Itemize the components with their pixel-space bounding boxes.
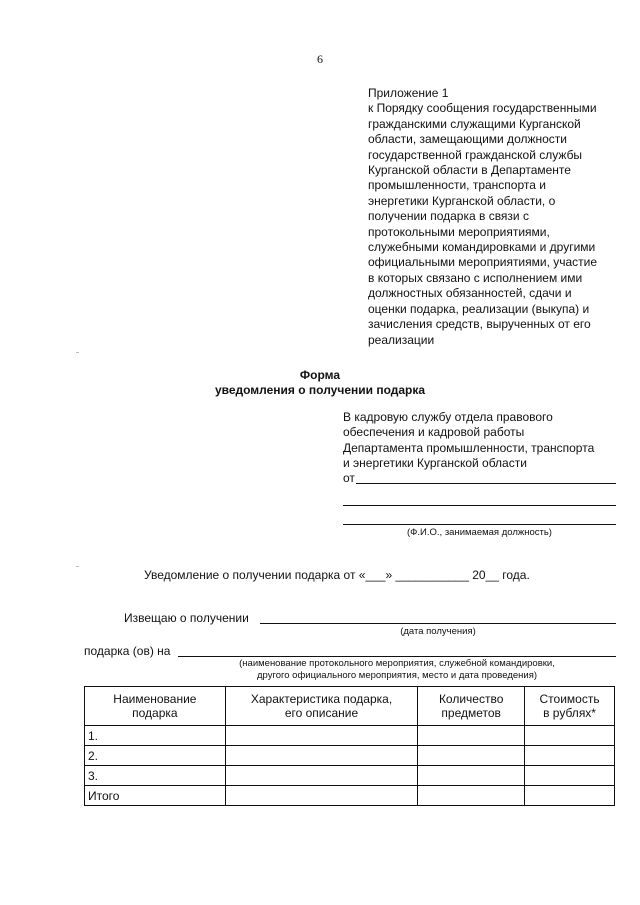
row-label: 3. — [85, 766, 226, 786]
appendix-line: Приложение 1 — [368, 86, 449, 100]
event-caption-line1: (наименование протокольного мероприятия, служебной командировки, — [239, 658, 555, 669]
row-label: 1. — [85, 726, 226, 746]
cell-cost[interactable] — [525, 786, 615, 806]
from-label: от — [343, 471, 355, 485]
cell-cost[interactable] — [525, 746, 615, 766]
appendix-line: реализации — [368, 332, 435, 347]
table-row-total — [85, 786, 615, 806]
gifts-table — [84, 686, 615, 806]
appendix-line: получении подарка в связи с — [368, 209, 529, 224]
header-line: Характеристика подарка, — [250, 692, 393, 706]
form-title — [0, 368, 640, 398]
cell-description[interactable] — [225, 766, 418, 786]
appendix-line: промышленности, транспорта и — [368, 178, 546, 193]
appendix-line: официальными мероприятиями, участие — [368, 255, 598, 270]
header-line: Наименование — [113, 692, 197, 706]
row-label: 2. — [85, 746, 226, 766]
from-field-line[interactable] — [356, 483, 616, 484]
table-header-row — [85, 687, 615, 726]
addressee-block — [343, 410, 623, 472]
appendix-header — [368, 86, 630, 348]
scan-mark — [76, 352, 79, 353]
addressee-line: Департамента промышленности, транспорта — [343, 440, 595, 455]
cell-quantity[interactable] — [418, 746, 525, 766]
appendix-line: гражданскими служащими Курганской — [368, 116, 581, 131]
event-caption — [178, 658, 616, 681]
receipt-date-field-line[interactable] — [260, 623, 616, 624]
gift-on-label: подарка (ов) на — [84, 644, 171, 658]
inform-label: Извещаю о получении — [124, 611, 249, 625]
appendix-line: к Порядку сообщения государственными — [368, 101, 597, 116]
header-line: в рублях* — [543, 706, 596, 720]
form-title-line1: Форма — [299, 368, 341, 382]
cell-cost[interactable] — [525, 726, 615, 746]
table-row — [85, 726, 615, 746]
appendix-line: зачисления средств, вырученных от его — [368, 317, 591, 332]
form-title-line2: уведомления о получении подарка — [214, 383, 426, 397]
appendix-line: энергетики Курганской области, о — [368, 193, 556, 208]
fio-caption: (Ф.И.О., занимаемая должность) — [407, 527, 552, 538]
row-label-total: Итого — [85, 786, 226, 806]
appendix-line: в которых связано с исполнением ими — [368, 270, 583, 285]
header-line: Количество — [438, 692, 504, 706]
appendix-line: Курганской области в Департаменте — [368, 163, 571, 178]
addressee-line: и энергетики Курганской области — [343, 456, 527, 471]
header-line: его описание — [284, 706, 359, 720]
appendix-line: оценки подарка, реализации (выкупа) и — [368, 301, 590, 316]
column-header-description — [225, 687, 418, 726]
cell-description[interactable] — [225, 726, 418, 746]
appendix-line: должностных обязанностей, сдачи и — [368, 286, 572, 301]
from-field-line-3[interactable] — [343, 524, 616, 525]
appendix-line: служебными командировками и другими — [368, 240, 596, 255]
notification-line: Уведомление о получении подарка от «___» ___________ 20__ года. — [144, 568, 530, 582]
column-header-name — [85, 687, 226, 726]
event-field-line[interactable] — [178, 656, 616, 657]
table-row — [85, 766, 615, 786]
scan-mark — [76, 566, 79, 567]
cell-cost[interactable] — [525, 766, 615, 786]
cell-description[interactable] — [225, 746, 418, 766]
column-header-cost — [525, 687, 615, 726]
appendix-line: протокольными мероприятиями, — [368, 224, 550, 239]
receipt-date-caption: (дата получения) — [400, 626, 476, 637]
table-row — [85, 746, 615, 766]
cell-quantity[interactable] — [418, 786, 525, 806]
appendix-line: государственной гражданской службы — [368, 147, 583, 162]
page-number: 6 — [317, 52, 323, 66]
header-line: предметов — [441, 706, 501, 720]
addressee-line: обеспечения и кадровой работы — [343, 425, 525, 440]
header-line: Стоимость — [539, 692, 600, 706]
cell-quantity[interactable] — [418, 726, 525, 746]
cell-description[interactable] — [225, 786, 418, 806]
appendix-line: области, замещающими должности — [368, 132, 568, 147]
cell-quantity[interactable] — [418, 766, 525, 786]
header-line: подарка — [132, 706, 178, 720]
addressee-line: В кадровую службу отдела правового — [343, 410, 553, 424]
event-caption-line2: другого официального мероприятия, место и дата проведения) — [256, 669, 538, 681]
from-field-line-2[interactable] — [343, 505, 616, 506]
column-header-quantity — [418, 687, 525, 726]
